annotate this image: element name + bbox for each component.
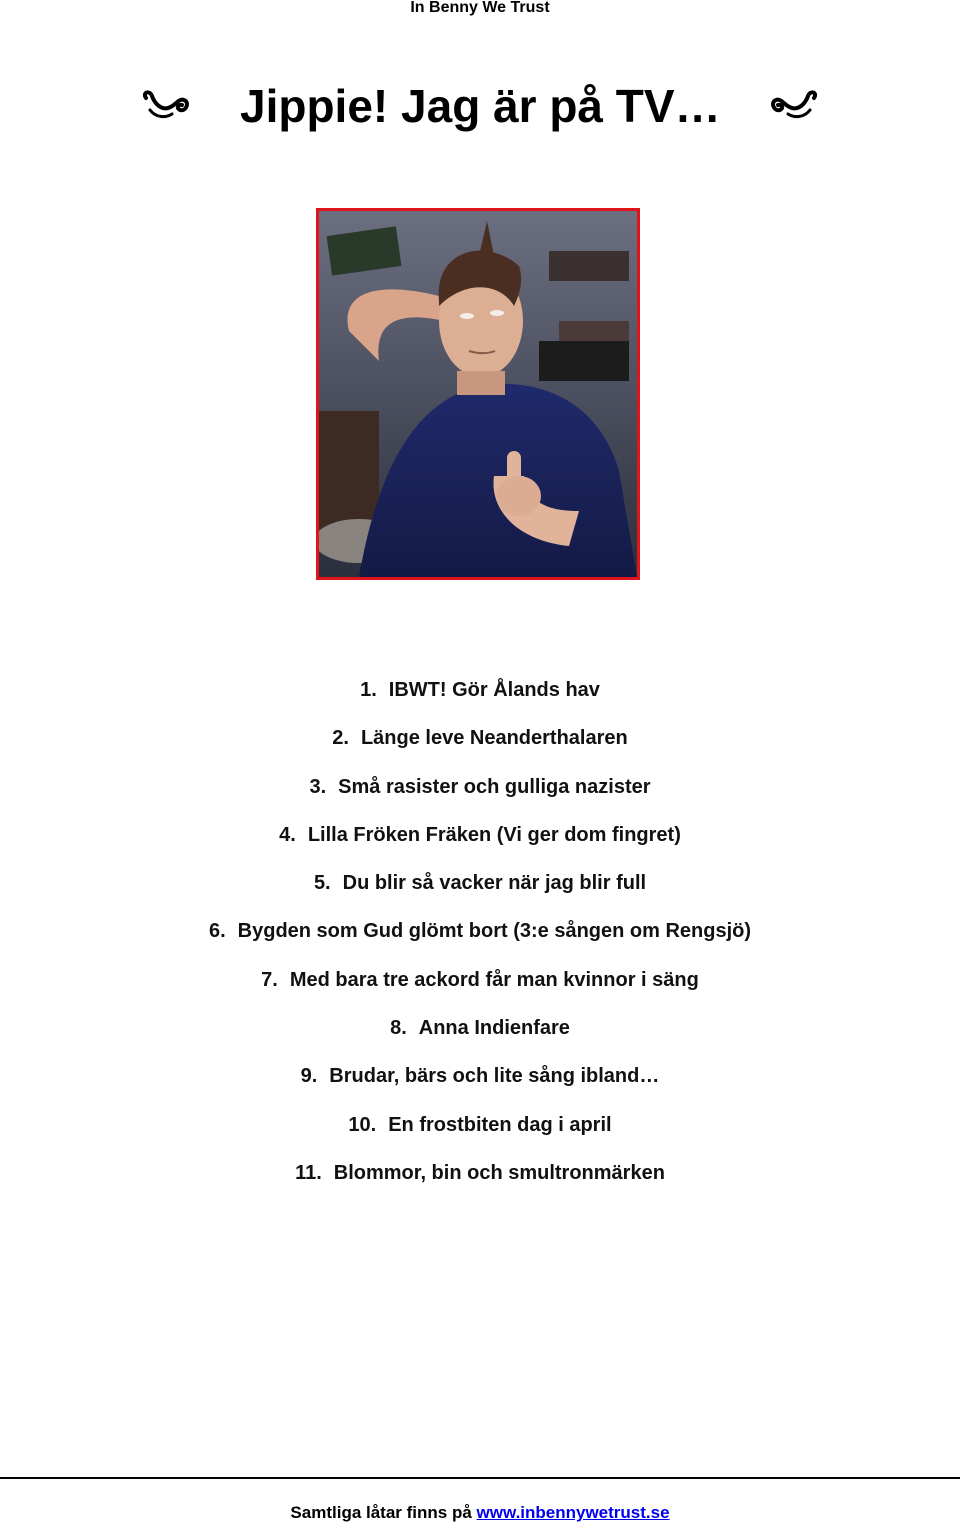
track-number: 1. bbox=[360, 679, 377, 701]
list-item bbox=[0, 811, 960, 859]
track-number: 8. bbox=[390, 1017, 407, 1040]
page-title: Jippie! Jag är på TV… bbox=[240, 80, 721, 132]
track-title: Brudar, bärs och lite sång ibland… bbox=[329, 1065, 660, 1088]
photo-illustration bbox=[319, 211, 637, 577]
list-item bbox=[0, 1101, 960, 1149]
title-row bbox=[0, 78, 960, 134]
track-title: Du blir så vacker när jag blir full bbox=[342, 872, 647, 895]
track-number: 4. bbox=[279, 823, 296, 846]
track-title: Lilla Fröken Fräken (Vi ger dom fingret) bbox=[307, 823, 681, 846]
track-list bbox=[0, 666, 960, 1197]
list-item bbox=[0, 714, 960, 762]
list-item bbox=[0, 859, 960, 907]
track-title: Bygden som Gud glömt bort (3:e sången om Rengsjö) bbox=[237, 920, 752, 943]
track-number: 7. bbox=[261, 968, 278, 991]
list-item bbox=[0, 1052, 960, 1100]
track-number: 5. bbox=[313, 872, 331, 895]
page-header: In Benny We Trust bbox=[410, 0, 550, 16]
track-number: 2. bbox=[332, 727, 349, 750]
track-number: 10. bbox=[348, 1113, 377, 1136]
list-item bbox=[0, 763, 960, 811]
track-title: Anna Indienfare bbox=[418, 1017, 570, 1040]
list-item bbox=[0, 666, 960, 714]
track-number: 3. bbox=[309, 775, 327, 798]
page-footer bbox=[0, 1502, 960, 1524]
band-member-photo bbox=[316, 208, 640, 580]
track-title: IBWT! Gör Ålands hav bbox=[388, 679, 600, 701]
track-number: 11. bbox=[295, 1161, 322, 1184]
list-item bbox=[0, 956, 960, 1004]
fleuron-right-icon bbox=[770, 88, 820, 124]
website-link[interactable]: www.inbennywetrust.se bbox=[476, 1503, 670, 1522]
track-title: En frostbiten dag i april bbox=[388, 1113, 612, 1136]
footer-divider bbox=[0, 1477, 960, 1479]
track-number: 6. bbox=[208, 920, 226, 943]
list-item bbox=[0, 907, 960, 955]
track-title: Blommor, bin och smultronmärken bbox=[333, 1161, 665, 1184]
fleuron-left-icon bbox=[140, 88, 190, 124]
list-item bbox=[0, 1149, 960, 1197]
track-title: Med bara tre ackord får man kvinnor i säng bbox=[289, 968, 699, 991]
track-title: Länge leve Neanderthalaren bbox=[360, 727, 628, 750]
track-title: Små rasister och gulliga nazister bbox=[338, 775, 651, 798]
track-number: 9. bbox=[300, 1065, 318, 1088]
list-item bbox=[0, 1004, 960, 1052]
footer-text: Samtliga låtar finns på bbox=[290, 1503, 477, 1522]
